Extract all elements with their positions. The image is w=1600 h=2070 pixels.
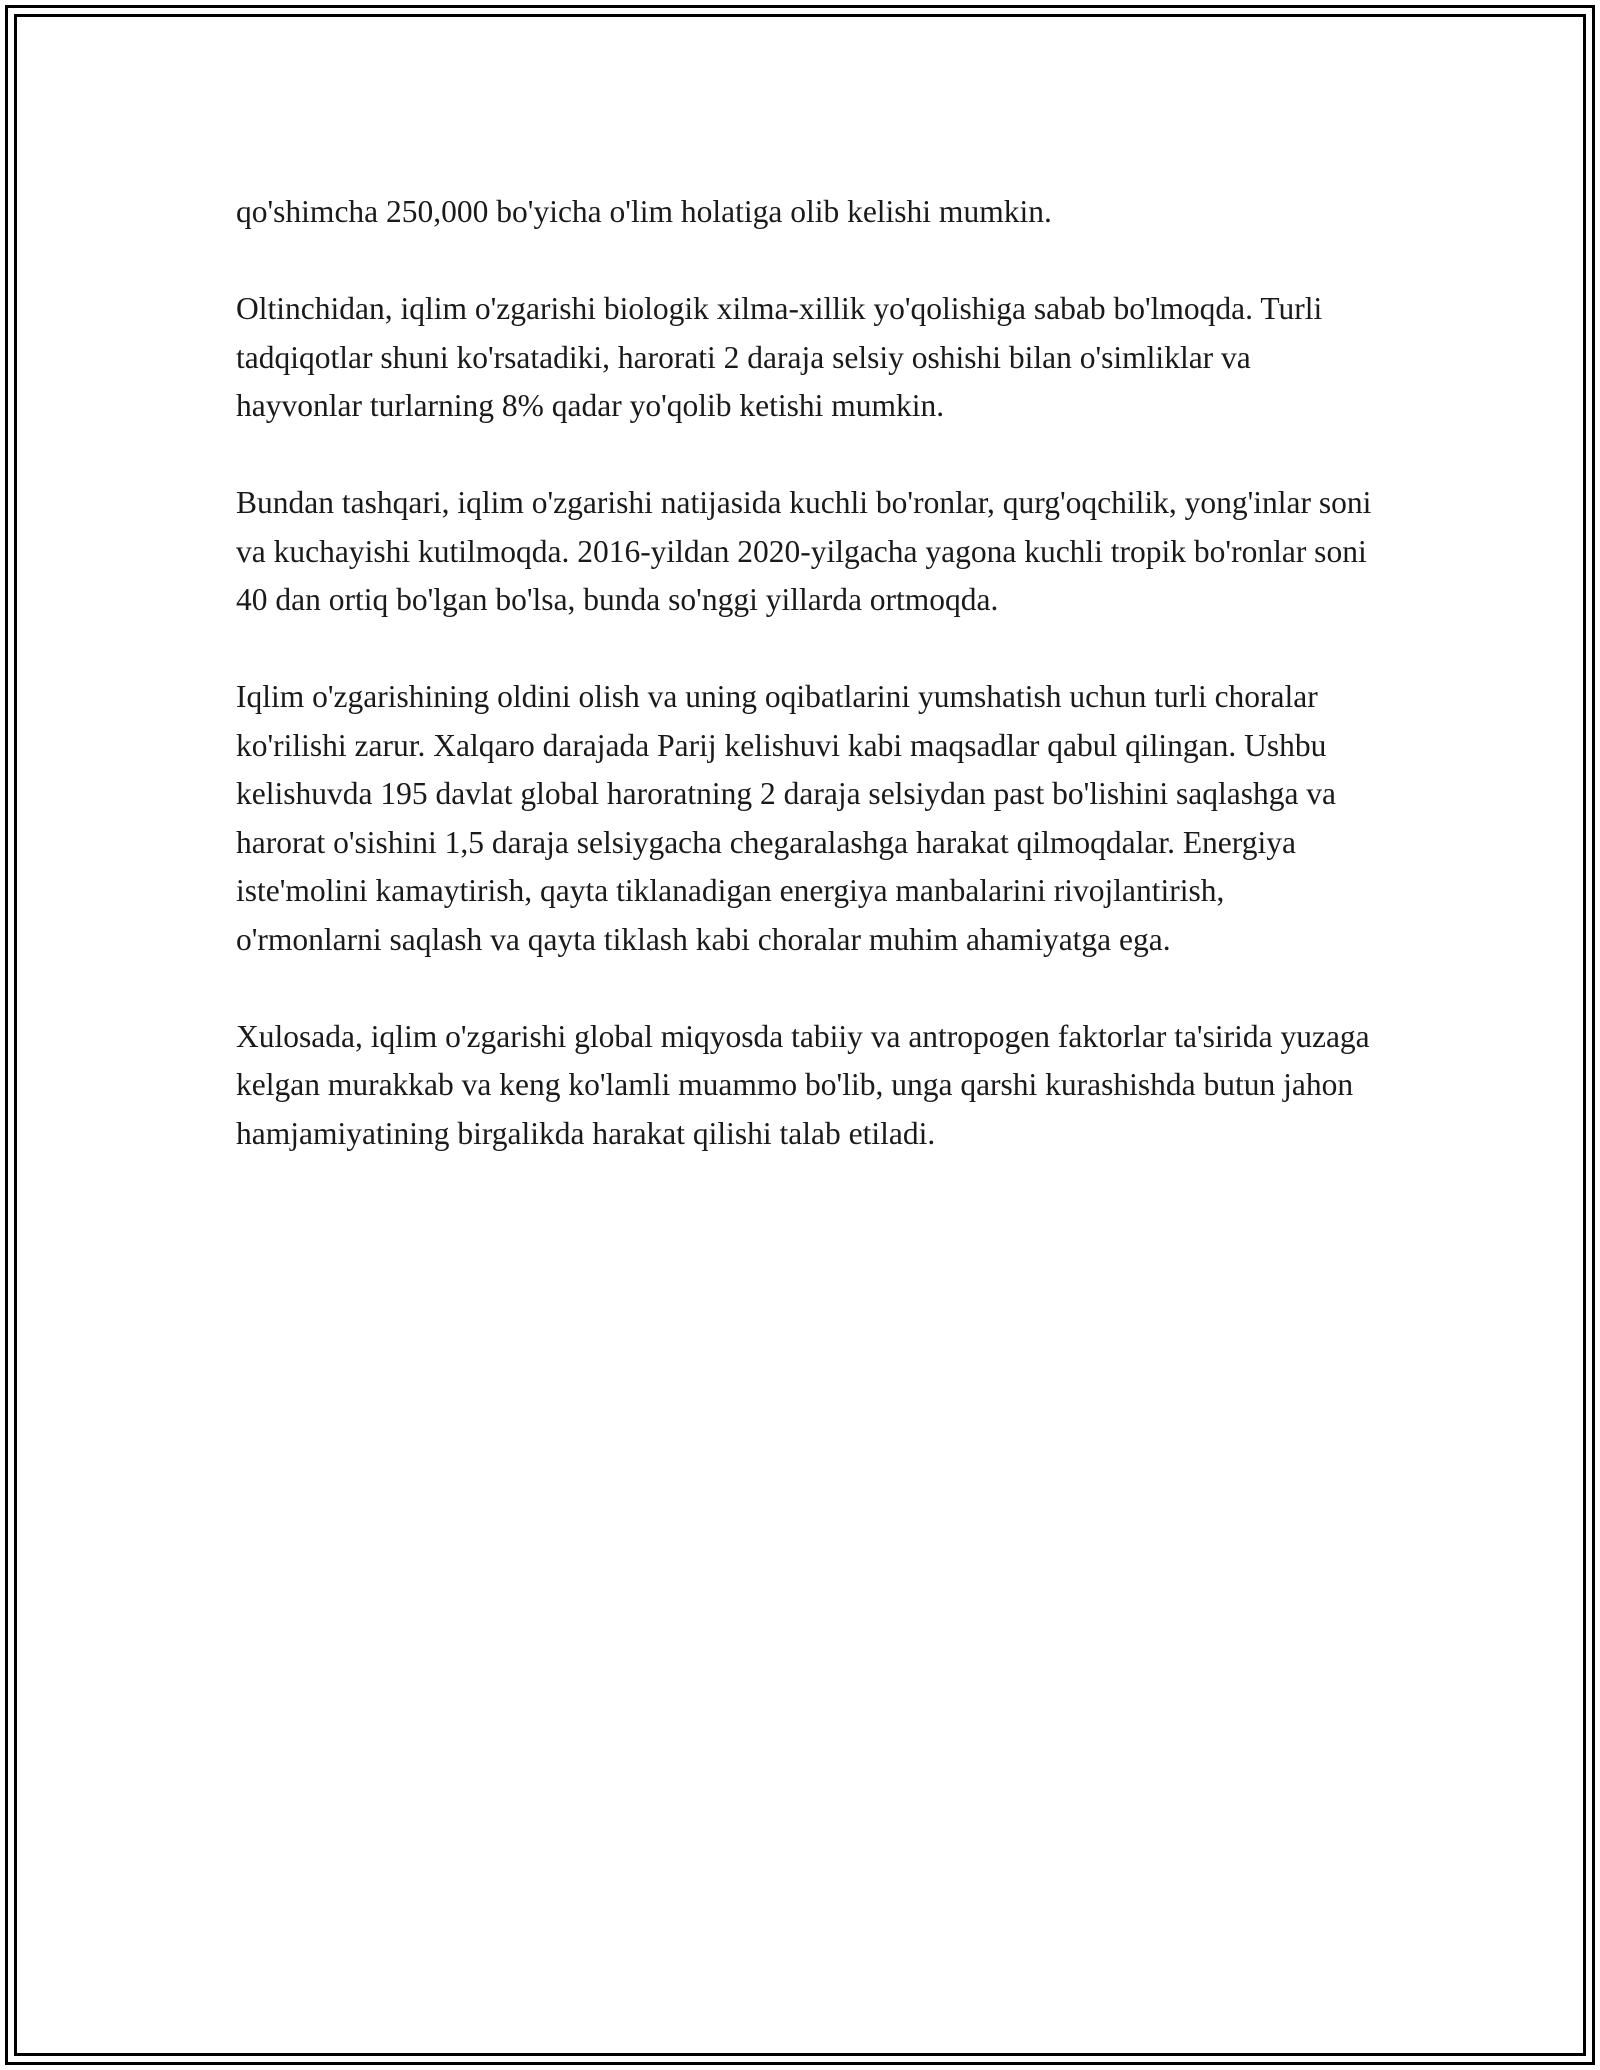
paragraph: Iqlim o'zgarishining oldini olish va uning oqibatlarini yumshatish uchun turli choralar ko'rilishi zarur. Xalqaro darajada Parij kelishuvi kabi maqsadlar qabul qilingan. Ushbu kelishuvda 195 davlat global haroratning 2 daraja selsiydan past bo'lishini saqlashga va harorat o'sishini 1,5 daraja selsiygacha chegaralashga harakat qilmoqdalar. Energiya iste'molini kamaytirish, qayta tiklanadigan energiya manbalarini rivojlantirish, o'rmonlarni saqlash va qayta tiklash kabi choralar muhim ahamiyatga ega. <box>236 679 1337 957</box>
paragraph: qo'shimcha 250,000 bo'yicha o'lim holatiga olib kelishi mumkin. <box>236 194 1052 229</box>
paragraph: Xulosada, iqlim o'zgarishi global miqyosda tabiiy va antropogen faktorlar ta'sirida yuzaga kelgan murakkab va keng ko'lamli muammo bo'lib, unga qarshi kurashishda butun jahon hamjamiyatining birgalikda harakat qilishi talab etiladi. <box>236 1018 1370 1151</box>
paragraph: Bundan tashqari, iqlim o'zgarishi natijasida kuchli bo'ronlar, qurg'oqchilik, yong'inlar soni va kuchayishi kutilmoqda. 2016-yildan 2020-yilgacha yagona kuchli tropik bo'ronlar soni 40 dan ortiq bo'lgan bo'lsa, bunda so'nggi yillarda ortmoqda. <box>236 485 1372 617</box>
paragraph: Oltinchidan, iqlim o'zgarishi biologik xilma-xillik yo'qolishiga sabab bo'lmoqda. Turli tadqiqotlar shuni ko'rsatadiki, harorati 2 daraja selsiy oshishi bilan o'simliklar va hayvonlar turlarning 8% qadar yo'qolib ketishi mumkin. <box>236 291 1323 423</box>
document-body <box>236 188 1376 1207</box>
